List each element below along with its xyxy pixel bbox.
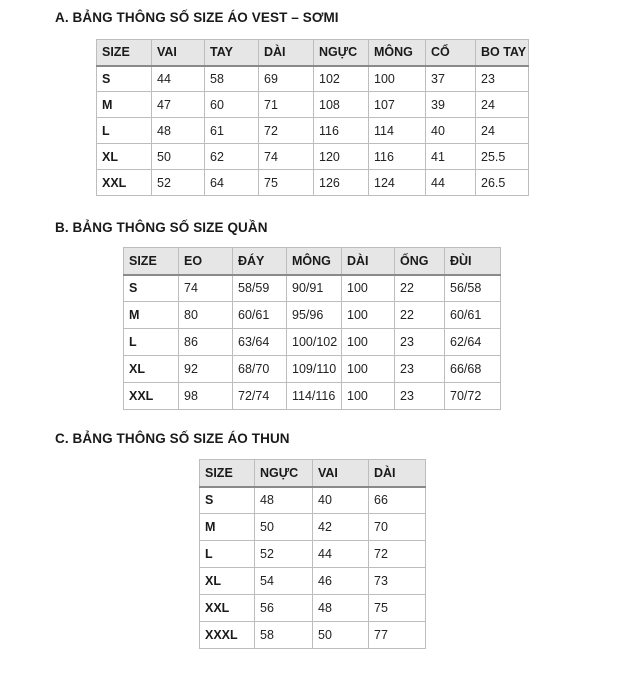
measurement-cell: 50 [255,514,313,541]
section-title-ao-thun: C. BẢNG THÔNG SỐ SIZE ÁO THUN [55,431,290,446]
column-header: NGỰC [255,460,313,487]
measurement-cell: 23 [395,383,445,410]
measurement-cell: 114 [369,118,426,144]
column-header: VAI [313,460,369,487]
measurement-cell: 61 [205,118,259,144]
size-label-cell: XXL [200,595,255,622]
measurement-cell: 40 [426,118,476,144]
measurement-cell: 60/61 [233,302,287,329]
size-label-cell: L [97,118,152,144]
measurement-cell: 75 [259,170,314,196]
measurement-cell: 26.5 [476,170,529,196]
measurement-cell: 72 [259,118,314,144]
measurement-cell: 58 [205,66,259,92]
measurement-cell: 62 [205,144,259,170]
measurement-cell: 116 [369,144,426,170]
measurement-cell: 90/91 [287,275,342,302]
measurement-cell: 42 [313,514,369,541]
measurement-cell: 50 [313,622,369,649]
measurement-cell: 48 [152,118,205,144]
measurement-cell: 100 [342,356,395,383]
table-row [200,487,426,514]
measurement-cell: 56/58 [445,275,501,302]
measurement-cell: 22 [395,302,445,329]
measurement-cell: 100/102 [287,329,342,356]
measurement-cell: 75 [369,595,426,622]
measurement-cell: 126 [314,170,369,196]
size-label-cell: S [97,66,152,92]
measurement-cell: 37 [426,66,476,92]
measurement-cell: 56 [255,595,313,622]
measurement-cell: 100 [342,383,395,410]
header-row [97,40,529,66]
measurement-cell: 102 [314,66,369,92]
measurement-cell: 98 [179,383,233,410]
table-row [97,144,529,170]
size-table-ao-thun [199,459,426,649]
measurement-cell: 52 [152,170,205,196]
size-label-cell: XXXL [200,622,255,649]
measurement-cell: 80 [179,302,233,329]
size-label-cell: XL [200,568,255,595]
size-label-cell: M [124,302,179,329]
measurement-cell: 66/68 [445,356,501,383]
measurement-cell: 109/110 [287,356,342,383]
table-row [124,275,501,302]
table-row [124,383,501,410]
size-label-cell: S [200,487,255,514]
section-title-quan: B. BẢNG THÔNG SỐ SIZE QUẦN [55,220,268,235]
measurement-cell: 116 [314,118,369,144]
table-row [200,514,426,541]
column-header: CỔ [426,40,476,66]
measurement-cell: 62/64 [445,329,501,356]
measurement-cell: 60 [205,92,259,118]
column-header: MÔNG [287,248,342,275]
column-header: SIZE [97,40,152,66]
measurement-cell: 44 [152,66,205,92]
measurement-cell: 92 [179,356,233,383]
section-title-vest-somi: A. BẢNG THÔNG SỐ SIZE ÁO VEST – SƠMI [55,10,339,25]
size-label-cell: L [124,329,179,356]
measurement-cell: 41 [426,144,476,170]
measurement-cell: 23 [395,329,445,356]
measurement-cell: 100 [369,66,426,92]
measurement-cell: 50 [152,144,205,170]
measurement-cell: 66 [369,487,426,514]
column-header: TAY [205,40,259,66]
column-header: ĐÙI [445,248,501,275]
column-header: ỐNG [395,248,445,275]
measurement-cell: 86 [179,329,233,356]
table-row [97,92,529,118]
header-row [124,248,501,275]
measurement-cell: 58/59 [233,275,287,302]
measurement-cell: 46 [313,568,369,595]
measurement-cell: 40 [313,487,369,514]
column-header: NGỰC [314,40,369,66]
measurement-cell: 24 [476,118,529,144]
table-row [200,541,426,568]
measurement-cell: 72 [369,541,426,568]
measurement-cell: 100 [342,329,395,356]
size-label-cell: M [200,514,255,541]
table-row [97,66,529,92]
measurement-cell: 58 [255,622,313,649]
size-label-cell: XL [124,356,179,383]
table-row [200,568,426,595]
measurement-cell: 25.5 [476,144,529,170]
measurement-cell: 74 [179,275,233,302]
measurement-cell: 44 [426,170,476,196]
size-label-cell: M [97,92,152,118]
measurement-cell: 24 [476,92,529,118]
measurement-cell: 100 [342,275,395,302]
measurement-cell: 100 [342,302,395,329]
table-row [200,622,426,649]
size-label-cell: XXL [124,383,179,410]
measurement-cell: 71 [259,92,314,118]
measurement-cell: 39 [426,92,476,118]
measurement-cell: 95/96 [287,302,342,329]
measurement-cell: 60/61 [445,302,501,329]
measurement-cell: 63/64 [233,329,287,356]
measurement-cell: 70/72 [445,383,501,410]
column-header: EO [179,248,233,275]
table-row [124,356,501,383]
measurement-cell: 73 [369,568,426,595]
measurement-cell: 72/74 [233,383,287,410]
measurement-cell: 64 [205,170,259,196]
table-row [124,329,501,356]
measurement-cell: 48 [255,487,313,514]
measurement-cell: 70 [369,514,426,541]
measurement-cell: 124 [369,170,426,196]
measurement-cell: 108 [314,92,369,118]
measurement-cell: 77 [369,622,426,649]
measurement-cell: 23 [476,66,529,92]
measurement-cell: 74 [259,144,314,170]
column-header: DÀI [369,460,426,487]
column-header: DÀI [342,248,395,275]
size-table-vest-somi [96,39,529,196]
column-header: VAI [152,40,205,66]
column-header: SIZE [200,460,255,487]
table-row [200,595,426,622]
measurement-cell: 54 [255,568,313,595]
table-row [97,170,529,196]
size-label-cell: XXL [97,170,152,196]
measurement-cell: 120 [314,144,369,170]
measurement-cell: 44 [313,541,369,568]
measurement-cell: 23 [395,356,445,383]
column-header: BO TAY [476,40,529,66]
column-header: DÀI [259,40,314,66]
size-label-cell: XL [97,144,152,170]
header-row [200,460,426,487]
column-header: SIZE [124,248,179,275]
measurement-cell: 107 [369,92,426,118]
measurement-cell: 22 [395,275,445,302]
column-header: MÔNG [369,40,426,66]
table-row [97,118,529,144]
measurement-cell: 48 [313,595,369,622]
measurement-cell: 47 [152,92,205,118]
size-label-cell: L [200,541,255,568]
size-label-cell: S [124,275,179,302]
measurement-cell: 69 [259,66,314,92]
size-table-quan [123,247,501,410]
column-header: ĐÁY [233,248,287,275]
measurement-cell: 52 [255,541,313,568]
measurement-cell: 68/70 [233,356,287,383]
table-row [124,302,501,329]
measurement-cell: 114/116 [287,383,342,410]
